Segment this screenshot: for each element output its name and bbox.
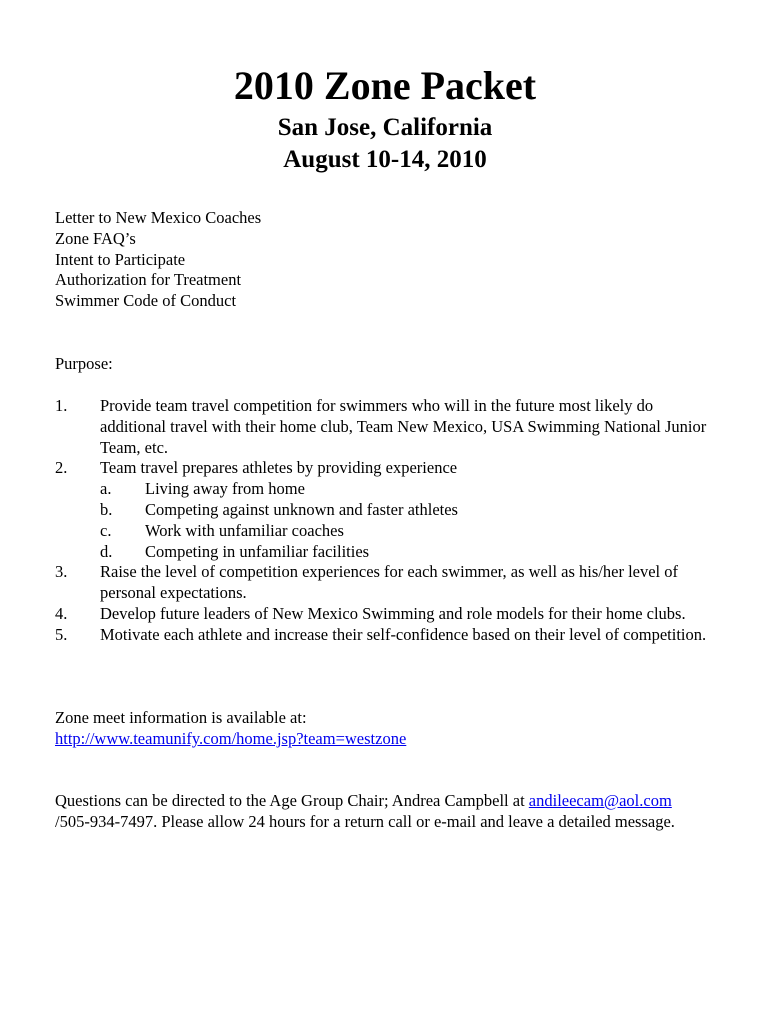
item-number: 3. [55, 562, 68, 582]
item-number: 4. [55, 603, 68, 623]
item-text: Provide team travel competition for swimmers who will in the future most likely do additional travel with their home club, Team New Mexico, USA Swimming National Junior Team, etc. [100, 396, 707, 457]
item-number: 5. [55, 624, 68, 644]
email-link[interactable]: andileecam@aol.com [528, 791, 672, 810]
questions-paragraph [55, 791, 735, 833]
subitem-letter: a. [100, 479, 112, 499]
questions-text-continued: /505-934-7497. Please allow 24 hours for a return call or e-mail and leave a detailed message. [55, 811, 675, 831]
subitem-text: Competing in unfamiliar facilities [145, 541, 370, 561]
purpose-item [55, 458, 715, 562]
contents-item: Zone FAQ’s [55, 228, 136, 248]
subitem-letter: d. [100, 541, 113, 561]
item-text: Team travel prepares athletes by providing experience [100, 458, 458, 478]
purpose-list [55, 396, 715, 646]
subitem-text: Competing against unknown and faster athletes [145, 499, 458, 519]
contents-item: Letter to New Mexico Coaches [55, 208, 262, 227]
purpose-item [55, 604, 715, 625]
purpose-subitem [100, 500, 715, 521]
purpose-subitem [100, 521, 715, 542]
zone-info-text: Zone meet information is available at: [55, 708, 307, 727]
item-text: Raise the level of competition experiences for each swimmer, as well as his/her level of personal expectations. [100, 562, 679, 603]
item-number: 2. [55, 458, 68, 478]
questions-text: Questions can be directed to the Age Group Chair; Andrea Campbell at [55, 791, 529, 810]
zone-info [55, 708, 406, 750]
subitem-letter: c. [100, 520, 112, 540]
subitem-text: Work with unfamiliar coaches [145, 520, 344, 540]
purpose-subitem [100, 479, 715, 500]
item-text: Develop future leaders of New Mexico Swimming and role models for their home clubs. [100, 603, 686, 623]
item-text: Motivate each athlete and increase their self-confidence based on their level of competition. [100, 624, 707, 644]
contents-item: Intent to Participate [55, 249, 186, 269]
event-location: San Jose, California [277, 114, 493, 141]
subitem-text: Living away from home [145, 479, 305, 499]
document-title: 2010 Zone Packet [233, 63, 537, 108]
event-dates: August 10-14, 2010 [283, 146, 487, 173]
purpose-item [55, 396, 715, 458]
purpose-label: Purpose: [55, 354, 113, 373]
subitem-letter: b. [100, 499, 113, 519]
item-number: 1. [55, 396, 68, 415]
contents-list [55, 208, 261, 312]
purpose-item [55, 625, 715, 646]
purpose-subitem [100, 542, 715, 563]
zone-info-link[interactable]: http://www.teamunify.com/home.jsp?team=westzone [55, 728, 407, 748]
contents-item: Swimmer Code of Conduct [55, 291, 237, 311]
contents-item: Authorization for Treatment [55, 270, 242, 290]
purpose-item [55, 562, 715, 604]
